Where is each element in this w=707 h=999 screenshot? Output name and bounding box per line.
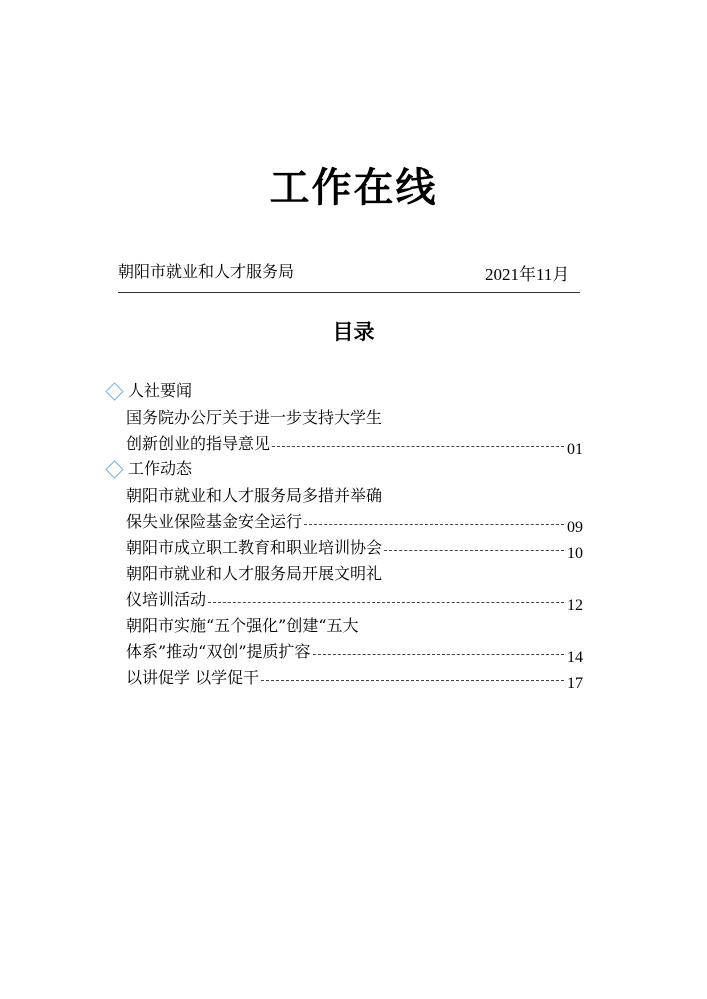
toc-entry-line: 保失业保险基金安全运行 <box>126 512 303 531</box>
toc-entry[interactable] <box>126 434 583 458</box>
toc-entry-line: 朝阳市就业和人才服务局多措并举确 <box>126 486 383 505</box>
issue-date: 2021年11月 <box>485 265 570 284</box>
toc-page-number: 10 <box>567 545 583 562</box>
toc-entry-line: 仪培训活动 <box>126 590 207 609</box>
dot-leader <box>313 654 564 655</box>
toc-entry[interactable] <box>126 538 583 562</box>
header-divider <box>118 292 580 293</box>
toc-page-number: 12 <box>567 597 583 614</box>
toc-page-number: 09 <box>567 519 583 536</box>
toc-entry-line: 朝阳市成立职工教育和职业培训协会 <box>126 538 383 557</box>
toc-page-number: 17 <box>567 675 583 692</box>
toc-entry-line: 以讲促学 以学促干 <box>126 668 260 687</box>
toc-entry[interactable] <box>126 512 583 536</box>
toc-page-number: 01 <box>567 441 583 458</box>
diamond-bullet-icon <box>105 460 123 478</box>
toc-entry-line: 朝阳市就业和人才服务局开展文明礼 <box>126 564 383 583</box>
toc-page-number: 14 <box>567 649 583 666</box>
toc-entry-line: 体系”推动“双创”提质扩容 <box>126 642 311 661</box>
organization-name: 朝阳市就业和人才服务局 <box>118 262 295 281</box>
diamond-bullet-icon <box>105 382 123 400</box>
dot-leader <box>304 524 564 525</box>
toc-entry[interactable] <box>126 590 583 614</box>
toc-entry[interactable] <box>126 668 583 692</box>
toc-section-header <box>104 381 192 401</box>
dot-leader <box>384 550 564 551</box>
toc-section-header <box>104 459 192 479</box>
toc-entry-line: 朝阳市实施“五个强化”创建“五大 <box>126 616 359 635</box>
toc-entry[interactable] <box>126 642 583 666</box>
toc-entry-line: 国务院办公厅关于进一步支持大学生 <box>126 408 383 427</box>
toc-entry-line: 创新创业的指导意见 <box>126 434 271 453</box>
toc-section-label: 工作动态 <box>128 459 193 478</box>
dot-leader <box>261 680 564 681</box>
document-title: 工作在线 <box>269 165 438 211</box>
dot-leader <box>272 446 564 447</box>
dot-leader <box>208 602 564 603</box>
toc-section-label: 人社要闻 <box>128 381 193 400</box>
toc-heading: 目录 <box>332 320 375 344</box>
